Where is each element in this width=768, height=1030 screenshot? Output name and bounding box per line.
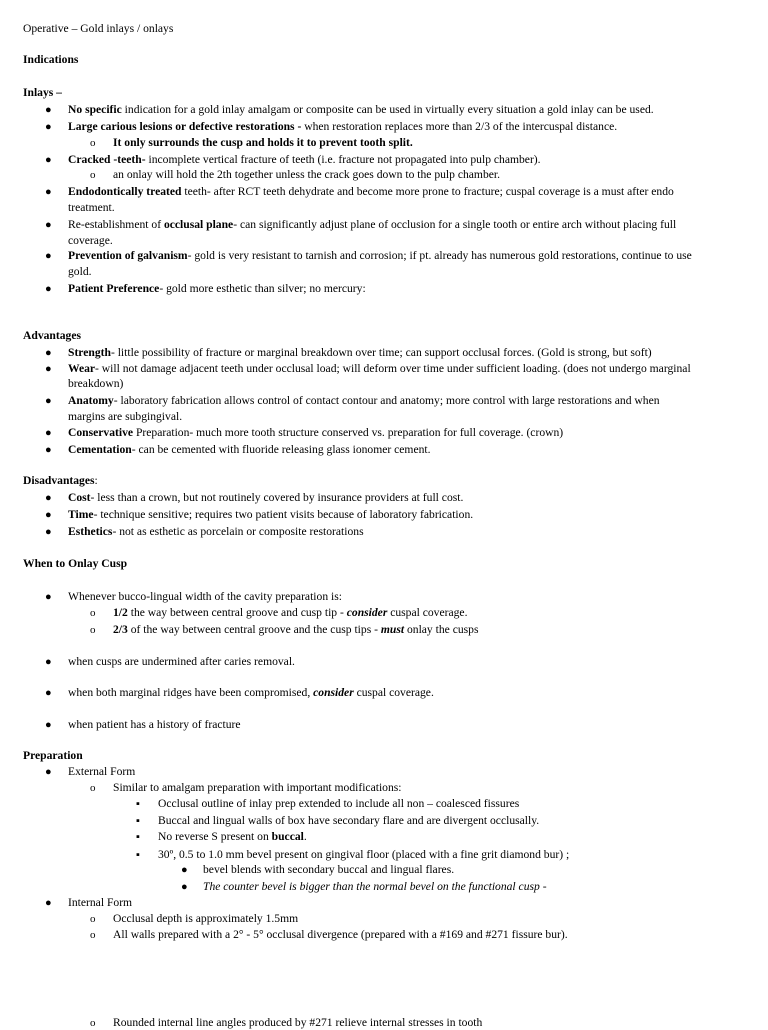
indications-heading: Indications (23, 53, 79, 66)
list-item: Internal Form (68, 896, 133, 909)
list-item: Cracked -teeth- incomplete vertical fracture of teeth (i.e. fracture not propagated into pulp chamber). (68, 153, 541, 166)
list-item: Endodontically treated teeth- after RCT teeth dehydrate and become more prone to fracture; cuspal coverage is a must after endo (68, 185, 674, 198)
bullet-icon: ● (45, 591, 52, 603)
square-bullet-icon: ▪ (136, 831, 140, 843)
bullet-icon: ● (45, 492, 52, 504)
advantages-heading: Advantages (23, 329, 81, 342)
bullet-icon: ● (45, 526, 52, 538)
square-bullet-icon: ▪ (136, 798, 140, 810)
circle-bullet-icon: o (90, 169, 96, 181)
list-item: Buccal and lingual walls of box have secondary flare and are divergent occlusally. (158, 814, 540, 827)
list-item: Cementation- can be cemented with fluoride releasing glass ionomer cement. (68, 443, 431, 456)
list-item: Esthetics- not as esthetic as porcelain or composite restorations (68, 525, 364, 538)
list-item: Similar to amalgam preparation with important modifications: (113, 781, 402, 794)
bullet-icon: ● (45, 766, 52, 778)
bullet-icon: ● (45, 395, 52, 407)
list-item: It only surrounds the cusp and holds it to prevent tooth split. (113, 136, 413, 149)
list-item: 1/2 the way between central groove and cusp tip - consider cuspal coverage. (113, 606, 468, 619)
circle-bullet-icon: o (90, 607, 96, 619)
list-item: Time- technique sensitive; requires two patient visits because of laboratory fabrication. (68, 508, 474, 521)
list-item: 30º, 0.5 to 1.0 mm bevel present on gingival floor (placed with a fine grit diamond bur) ; (158, 848, 570, 861)
bullet-icon: ● (45, 509, 52, 521)
disadvantages-heading: Disadvantages: (23, 474, 98, 487)
list-item: Cost- less than a crown, but not routinely covered by insurance providers at full cost. (68, 491, 464, 504)
list-item: Prevention of galvanism- gold is very resistant to tarnish and corrosion; if pt. already has numerous gold restorations, continue to use (68, 249, 692, 262)
list-item: Whenever bucco-lingual width of the cavity preparation is: (68, 590, 342, 603)
list-item: an onlay will hold the 2th together unless the crack goes down to the pulp chamber. (113, 168, 501, 181)
bullet-icon: ● (45, 719, 52, 731)
bullet-icon: ● (45, 897, 52, 909)
list-item-continuation: treatment. (68, 201, 115, 214)
bullet-icon: ● (45, 347, 52, 359)
circle-bullet-icon: o (90, 137, 96, 149)
bullet-icon: ● (45, 250, 52, 262)
preparation-heading: Preparation (23, 749, 83, 762)
square-bullet-icon: ▪ (136, 815, 140, 827)
list-item: 2/3 of the way between central groove and the cusp tips - must onlay the cusps (113, 623, 479, 636)
bullet-icon: ● (45, 186, 52, 198)
list-item: when cusps are undermined after caries removal. (68, 655, 295, 668)
list-item: when both marginal ridges have been compromised, consider cuspal coverage. (68, 686, 434, 699)
list-item-continuation: gold. (68, 265, 92, 278)
bullet-icon: ● (45, 154, 52, 166)
circle-bullet-icon: o (90, 1017, 96, 1029)
list-item: Occlusal outline of inlay prep extended to include all non – coalesced fissures (158, 797, 520, 810)
bullet-icon: ● (45, 363, 52, 375)
circle-bullet-icon: o (90, 782, 96, 794)
list-item: when patient has a history of fracture (68, 718, 241, 731)
list-item: Re-establishment of occlusal plane- can significantly adjust plane of occlusion for a single tooth or entire arch without placing full (68, 218, 677, 231)
list-item: Conservative Preparation- much more tooth structure conserved vs. preparation for full coverage. (crown) (68, 426, 564, 439)
list-item: Strength- little possibility of fracture or marginal breakdown over time; can support occlusal forces. (Gold is strong, but soft) (68, 346, 652, 359)
square-bullet-icon: ▪ (136, 849, 140, 861)
bullet-icon: ● (45, 656, 52, 668)
bullet-icon: ● (45, 121, 52, 133)
bullet-icon: ● (45, 104, 52, 116)
list-item: bevel blends with secondary buccal and lingual flares. (203, 863, 455, 876)
bullet-icon: ● (45, 427, 52, 439)
inlays-label: Inlays – (23, 86, 62, 99)
circle-bullet-icon: o (90, 913, 96, 925)
onlay-heading: When to Onlay Cusp (23, 557, 128, 570)
list-item: Patient Preference- gold more esthetic than silver; no mercury: (68, 282, 366, 295)
list-item: External Form (68, 765, 136, 778)
document-title: Operative – Gold inlays / onlays (23, 22, 174, 35)
list-item: Large carious lesions or defective restorations - when restoration replaces more than 2/3 of the intercuspal distance. (68, 120, 618, 133)
list-item: Wear- will not damage adjacent teeth under occlusal load; will deform over time under sufficient loading. (does not undergo marginal (68, 362, 691, 375)
list-item-continuation: coverage. (68, 234, 113, 247)
bullet-icon: ● (45, 219, 52, 231)
bullet-icon: ● (45, 283, 52, 295)
bullet-icon: ● (181, 864, 188, 876)
list-item: All walls prepared with a 2° - 5° occlusal divergence (prepared with a #169 and #271 fissure bur). (113, 928, 568, 941)
bullet-icon: ● (45, 444, 52, 456)
bullet-icon: ● (181, 881, 188, 893)
list-item: No reverse S present on buccal. (158, 830, 307, 843)
list-item: Rounded internal line angles produced by #271 relieve internal stresses in tooth (113, 1016, 483, 1029)
list-item: The counter bevel is bigger than the normal bevel on the functional cusp - (203, 880, 547, 893)
circle-bullet-icon: o (90, 624, 96, 636)
circle-bullet-icon: o (90, 929, 96, 941)
list-item-continuation: margins are subgingival. (68, 410, 183, 423)
list-item: Occlusal depth is approximately 1.5mm (113, 912, 299, 925)
bullet-icon: ● (45, 687, 52, 699)
list-item: Anatomy- laboratory fabrication allows control of contact contour and anatomy; more control with large restorations and when (68, 394, 660, 407)
list-item: No specific indication for a gold inlay amalgam or composite can be used in virtually every situation a gold inlay can be used. (68, 103, 654, 116)
list-item-continuation: breakdown) (68, 377, 124, 390)
